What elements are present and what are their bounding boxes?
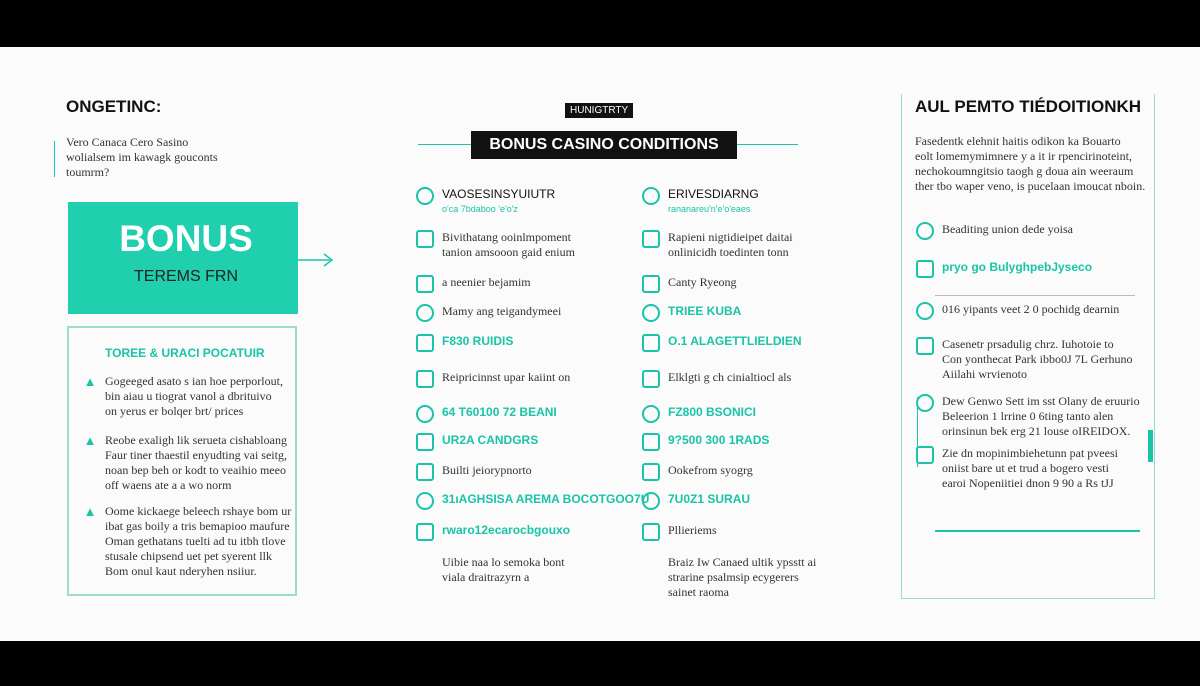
condition-label: rwaro12ecarocbgouxo <box>442 523 571 537</box>
condition-subline: tanion amsooon gaid enium <box>442 245 575 259</box>
condition-label: Mamy ang teigandymeei <box>442 304 562 318</box>
left-intro <box>66 135 218 180</box>
condition-text <box>442 463 532 478</box>
right-intro-line: nechokoumngitsio taogh g doua ain weeraum <box>915 164 1134 178</box>
condition-text <box>668 523 717 538</box>
condition-text <box>668 405 756 420</box>
condition-label: Braiz Iw Canaed ultik ypsstt ai <box>668 555 817 569</box>
condition-item <box>416 275 531 293</box>
condition-text <box>442 523 570 538</box>
item-icon <box>416 230 434 248</box>
condition-subline: strarine psalmsip ecygerers <box>668 570 799 584</box>
condition-label: Elklgti g ch cinialtiocl als <box>668 370 792 384</box>
condition-item <box>642 463 753 481</box>
condition-label: Builti jeiorypnorto <box>442 463 532 477</box>
left-heading: ONGETINC: <box>66 97 162 116</box>
condition-subline: earoi Nopeniitiei dnon 9 90 a Rs tJJ <box>942 476 1114 490</box>
terms-line: off waens ate a a wo norm <box>105 478 232 492</box>
item-icon <box>642 463 660 481</box>
condition-subline: orinsinun bek erg 21 louse oIREIDOX. <box>942 424 1131 438</box>
terms-box <box>67 326 297 596</box>
terms-line: Gogeeged asato s ian hoe perporlout, <box>105 374 283 388</box>
left-intro-line: toumrm? <box>66 165 110 179</box>
condition-item <box>916 260 1092 278</box>
item-icon <box>642 304 660 322</box>
condition-subline: Con yonthecat Park ibbo0J 7L Gerhuno <box>942 352 1133 366</box>
condition-item <box>416 492 649 510</box>
right-heading: AUL PEMTO TIÉDOITIONKH <box>915 97 1142 116</box>
condition-label: Dew Genwo Sett im sst Olany de eruurio <box>942 394 1140 408</box>
condition-subline: Beleerion 1 lrrine 0 6ting tanto alen <box>942 409 1114 423</box>
condition-text <box>942 302 1119 317</box>
condition-subline: viala draitrazyrn a <box>442 570 530 584</box>
right-accent-bar <box>1148 430 1153 462</box>
condition-subline: o'ca 7bdaboo 'e'o'z <box>442 204 518 214</box>
condition-label: Canty Ryeong <box>668 275 737 289</box>
condition-item <box>416 463 532 481</box>
condition-item <box>642 187 759 217</box>
condition-text <box>668 555 816 600</box>
condition-text <box>942 260 1092 275</box>
item-icon <box>642 405 660 423</box>
item-icon <box>416 433 434 451</box>
condition-text <box>668 334 802 349</box>
condition-text <box>442 230 575 260</box>
right-intro-line: ther tbo waper veno, is pucelaan imoucat nboin. <box>915 179 1146 193</box>
condition-item <box>642 405 756 423</box>
item-icon <box>916 302 934 320</box>
condition-label: TRIEE KUBA <box>668 304 742 318</box>
condition-text <box>668 275 737 290</box>
right-intro-line: Fasedentk elehnit haitis odikon ka Bouarto <box>915 134 1121 148</box>
condition-label: 64 T60100 72 BEANI <box>442 405 557 419</box>
item-icon <box>642 334 660 352</box>
condition-subline: onlinicidh toedinten tonn <box>668 245 789 259</box>
condition-text <box>442 334 513 349</box>
item-icon <box>642 523 660 541</box>
item-icon <box>642 370 660 388</box>
left-intro-line: Vero Canaca Cero Sasino <box>66 135 189 149</box>
condition-item <box>642 492 750 510</box>
condition-label: F830 RUIDIS <box>442 334 514 348</box>
condition-label: Reipricinnst upar kaiint on <box>442 370 571 384</box>
condition-item <box>642 275 737 293</box>
condition-label: Pllieriems <box>668 523 717 537</box>
condition-label: Beaditing union dede yoisa <box>942 222 1073 236</box>
condition-text <box>442 304 561 319</box>
condition-text <box>442 492 649 507</box>
bonus-card-title: BONUS <box>119 218 253 259</box>
item-icon <box>916 394 934 412</box>
terms-box-title: TOREE & URACI POCATUIR <box>105 346 265 360</box>
condition-subline: Aiilahi wrvienoto <box>942 367 1027 381</box>
condition-text <box>668 463 753 478</box>
condition-label: Casenetr prsadulig chrz. Iuhotoie to <box>942 337 1114 351</box>
pin-icon: ▲ <box>83 374 97 389</box>
terms-line: Oman gethatans tuelti ad tu itbh tlove <box>105 534 286 548</box>
condition-label: pryo go BulyghpebJyseco <box>942 260 1093 274</box>
item-icon <box>916 446 934 464</box>
condition-text <box>668 304 741 319</box>
item-icon <box>642 492 660 510</box>
condition-item <box>416 334 513 352</box>
condition-item <box>416 187 555 217</box>
terms-line: Faur tiner thaestil enyudting vai seitg, <box>105 448 287 462</box>
condition-text <box>668 433 769 448</box>
item-icon <box>416 405 434 423</box>
condition-text <box>942 337 1133 382</box>
condition-subline: sainet raoma <box>668 585 729 599</box>
condition-item <box>416 370 570 388</box>
item-icon <box>642 275 660 293</box>
terms-line: Reobe exaligh lik serueta cishabloang <box>105 433 287 447</box>
condition-text <box>442 433 538 448</box>
item-icon <box>916 260 934 278</box>
item-icon <box>916 222 934 240</box>
item-icon <box>416 304 434 322</box>
condition-item <box>916 337 1133 382</box>
condition-text <box>668 492 750 507</box>
condition-text <box>668 230 793 260</box>
condition-item <box>416 304 561 322</box>
bonus-card <box>68 202 298 314</box>
condition-item <box>416 433 538 451</box>
item-icon <box>642 230 660 248</box>
terms-line: noan bep beh or kodt to veaihio meeo <box>105 463 286 477</box>
condition-text <box>442 555 565 585</box>
terms-item <box>83 433 287 493</box>
condition-text <box>942 394 1140 439</box>
right-intro-line: eolt lomemymimnere y a it ir rpencirinoteint, <box>915 149 1132 163</box>
item-icon <box>642 433 660 451</box>
condition-text <box>442 275 531 290</box>
terms-line: stusale chipsend uet pet syerent llk <box>105 549 272 563</box>
condition-text <box>942 222 1073 237</box>
condition-text <box>442 370 570 385</box>
condition-item <box>416 523 570 541</box>
condition-label: Uibie naa lo semoka bont <box>442 555 565 569</box>
condition-item <box>416 230 575 260</box>
condition-item <box>642 555 816 600</box>
item-icon <box>416 523 434 541</box>
item-icon <box>416 370 434 388</box>
condition-text <box>942 446 1118 491</box>
condition-label: 7U0Z1 SURAU <box>668 492 751 506</box>
left-intro-line: wolialsem im kawagk gouconts <box>66 150 218 164</box>
bonus-card-subtitle: TEREMS FRN <box>134 268 238 285</box>
condition-subline: rananareu'n'e'o'eaes <box>668 204 751 214</box>
condition-item <box>642 370 791 388</box>
item-icon <box>416 275 434 293</box>
terms-line: Bom onul kaut nderyhen nsiiur. <box>105 564 257 578</box>
condition-label: Zie dn mopinimbiehetunn pat pveesi <box>942 446 1118 460</box>
terms-item <box>83 374 283 419</box>
right-rule <box>935 295 1135 296</box>
badge-icon <box>642 187 660 205</box>
condition-label: FZ800 BSONICI <box>668 405 757 419</box>
arrow-right-icon <box>298 250 338 270</box>
condition-label: a neenier bejamim <box>442 275 531 289</box>
terms-line: bin aiau u tiograt vanol a dbrituivo <box>105 389 272 403</box>
item-icon <box>416 334 434 352</box>
badge-icon <box>416 187 434 205</box>
terms-line: on yerus er bolqer brt/ prices <box>105 404 244 418</box>
condition-item <box>916 302 1119 320</box>
pin-icon: ▲ <box>83 504 97 519</box>
condition-label: O.1 ALAGETTLIELDIEN <box>668 334 802 348</box>
terms-line: Oome kickaege beleech rshaye bom ur <box>105 504 292 518</box>
item-icon <box>416 492 434 510</box>
condition-label: Rapieni nigtidieipet daitai <box>668 230 793 244</box>
pin-icon: ▲ <box>83 433 97 448</box>
condition-item <box>416 405 557 423</box>
condition-text <box>668 187 759 217</box>
terms-line: ibat gas boily a tris bemapioo maufure <box>105 519 290 533</box>
left-vertical-rule <box>54 141 55 177</box>
condition-text <box>442 187 555 217</box>
item-icon <box>416 463 434 481</box>
condition-label: 31ıAGHSISA AREMA BOCOTGOO7U <box>442 492 650 506</box>
terms-item <box>83 504 291 579</box>
condition-text <box>442 405 557 420</box>
condition-item <box>916 222 1073 240</box>
right-rule <box>935 530 1140 532</box>
condition-label: 016 yipants veet 2 0 pochidg dearnin <box>942 302 1120 316</box>
condition-text <box>668 370 791 385</box>
infographic-canvas <box>0 47 1200 641</box>
condition-label: VAOSESINSYUIUTR <box>442 187 556 201</box>
condition-label: ERIVESDIARNG <box>668 187 759 201</box>
condition-item <box>642 334 802 352</box>
condition-item <box>416 555 565 585</box>
condition-item <box>642 304 741 322</box>
condition-label: 9?500 300 1RADS <box>668 433 770 447</box>
center-title: BONUS CASINO CONDITIONS <box>471 131 737 159</box>
condition-item <box>642 230 793 260</box>
condition-subline: oniist bare ut et trud a bogero vesti <box>942 461 1109 475</box>
condition-item <box>916 394 1140 439</box>
condition-item <box>642 523 717 541</box>
condition-label: UR2A CANDGRS <box>442 433 539 447</box>
item-icon <box>916 337 934 355</box>
condition-item <box>642 433 769 451</box>
right-intro <box>915 134 1145 194</box>
center-kicker: HUNIGTRTY <box>565 103 633 118</box>
condition-label: Bivithatang ooinlmpoment <box>442 230 571 244</box>
condition-item <box>916 446 1118 491</box>
condition-label: Ookefrom syogrg <box>668 463 753 477</box>
